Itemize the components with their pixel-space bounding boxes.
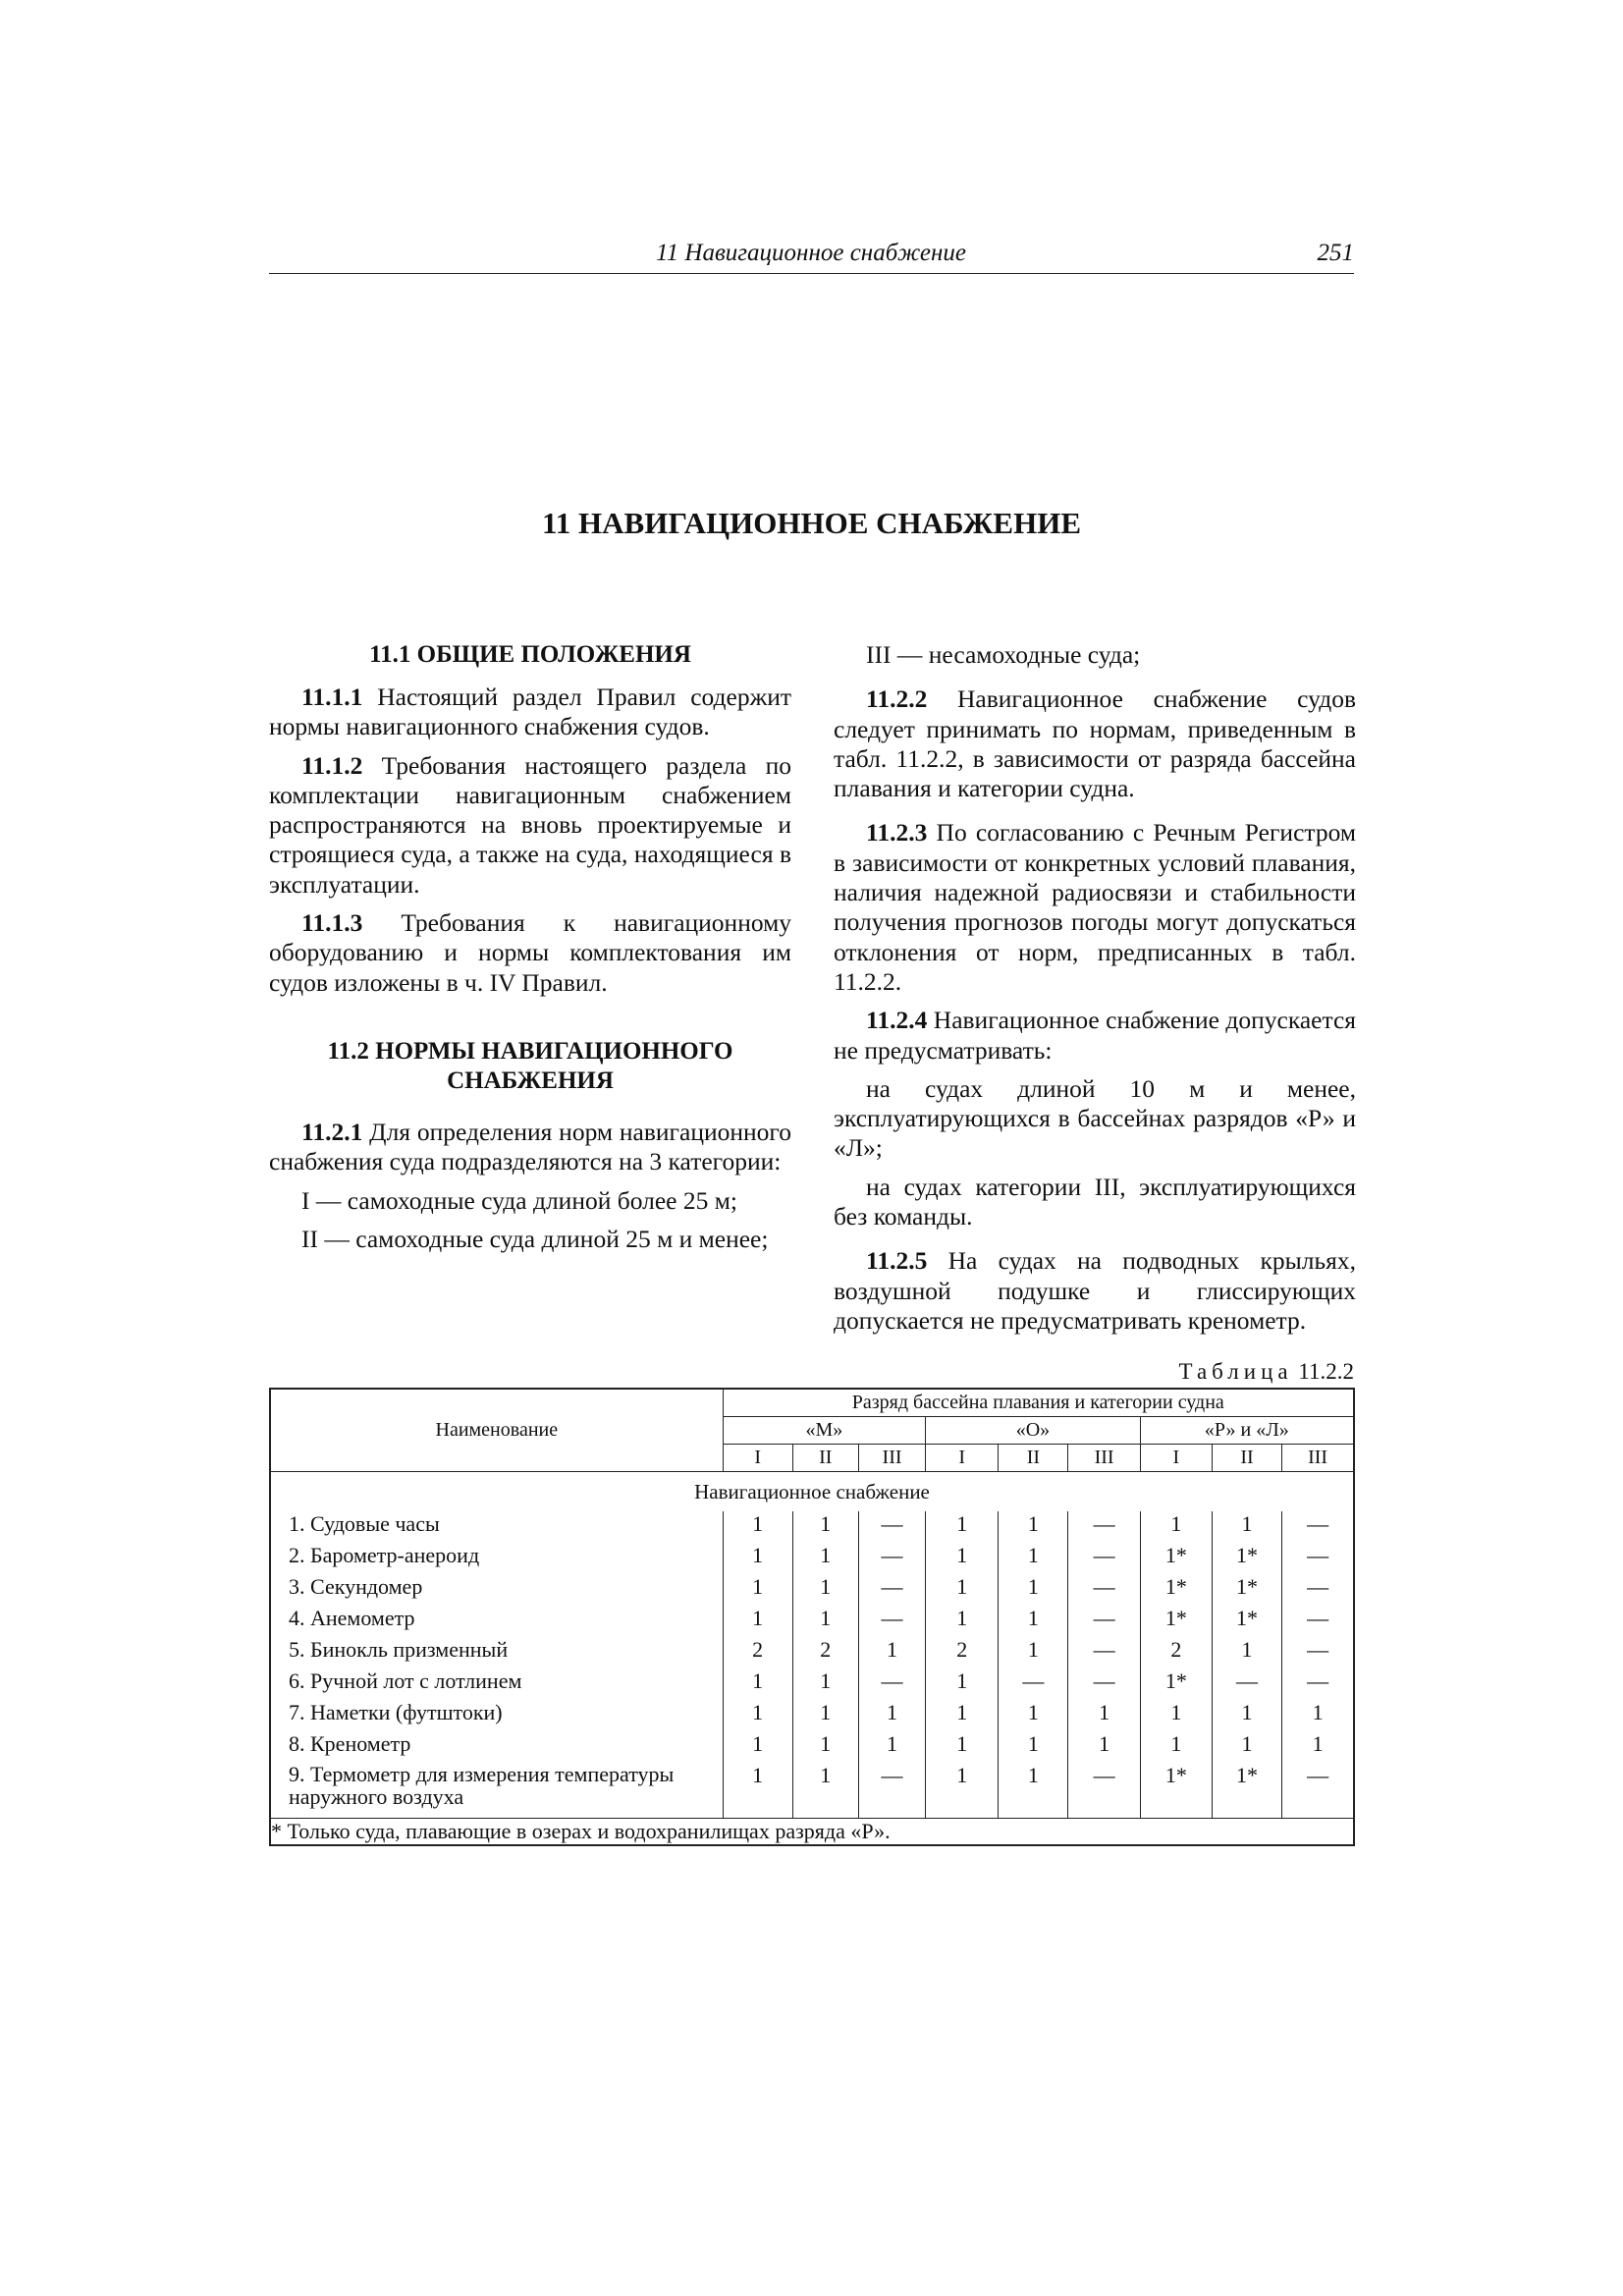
quantity-cell: — <box>1068 1606 1140 1637</box>
section-heading-11-1: 11.1 ОБЩИЕ ПОЛОЖЕНИЯ <box>369 641 691 668</box>
quantity-cell: 1 <box>858 1700 925 1731</box>
quantity-cell: — <box>1068 1574 1140 1606</box>
paragraph-11-2-4-b: на судах категории III, эксплуатирующихся без команды. <box>834 1172 1356 1231</box>
quantity-cell: 1 <box>999 1700 1068 1731</box>
header-category: II <box>999 1445 1068 1472</box>
table-row <box>270 1700 1354 1731</box>
table-row <box>270 1637 1354 1668</box>
header-category: III <box>858 1445 925 1472</box>
running-head-title: 11 Навигационное снабжение <box>656 240 966 266</box>
header-category: II <box>1212 1445 1281 1472</box>
quantity-cell: 1* <box>1212 1574 1281 1606</box>
quantity-cell: 1 <box>1140 1731 1212 1763</box>
quantity-cell: 1 <box>926 1700 999 1731</box>
quantity-cell: 1 <box>792 1574 858 1606</box>
equipment-name: 3. Секундомер <box>270 1574 723 1606</box>
equipment-name: 8. Кренометр <box>270 1731 723 1763</box>
quantity-cell: 1 <box>723 1731 792 1763</box>
header-category: I <box>1140 1445 1212 1472</box>
quantity-cell: 1 <box>792 1731 858 1763</box>
quantity-cell: 1 <box>926 1511 999 1543</box>
table-caption: Таблица 11.2.2 <box>1178 1359 1354 1384</box>
quantity-cell: 1 <box>723 1511 792 1543</box>
quantity-cell: 1 <box>1140 1511 1212 1543</box>
quantity-cell: — <box>1068 1668 1140 1700</box>
quantity-cell: 1 <box>723 1700 792 1731</box>
category-3: III — несамоходные суда; <box>866 640 1141 669</box>
quantity-cell: 1 <box>792 1700 858 1731</box>
quantity-cell: 1 <box>926 1543 999 1574</box>
table-row <box>270 1574 1354 1606</box>
quantity-cell: 2 <box>1140 1637 1212 1668</box>
header-category: III <box>1068 1445 1140 1472</box>
quantity-cell: — <box>858 1511 925 1543</box>
quantity-cell: — <box>999 1668 1068 1700</box>
quantity-cell: 1 <box>926 1763 999 1819</box>
quantity-cell: 1 <box>792 1543 858 1574</box>
equipment-name: 1. Судовые часы <box>270 1511 723 1543</box>
paragraph-11-1-3: 11.1.3 Требования к навигационному оборудованию и нормы комплектования им судов изложены в ч. IV Правил. <box>269 908 791 997</box>
quantity-cell: — <box>1282 1668 1354 1700</box>
quantity-cell: 1 <box>1068 1700 1140 1731</box>
equipment-name: 4. Анемометр <box>270 1606 723 1637</box>
header-category: III <box>1282 1445 1354 1472</box>
paragraph-11-1-2: 11.1.2 Требования настоящего раздела по комплектации навигационным снабжением распространяются на вновь проектируемые и строящиеся суда, а также на суда, находящиеся в эксплуатации. <box>269 750 791 899</box>
page-number: 251 <box>1317 240 1354 266</box>
paragraph-11-2-4-a: на судах длиной 10 м и менее, эксплуатирующихся в бассейнах разрядов «Р» и «Л»; <box>834 1073 1356 1163</box>
quantity-cell: 1 <box>926 1731 999 1763</box>
equipment-name: 9. Термометр для измерения температуры наружного воздуха <box>270 1763 723 1819</box>
quantity-cell: 1* <box>1140 1763 1212 1819</box>
quantity-cell: — <box>1282 1637 1354 1668</box>
quantity-cell: 1 <box>1212 1700 1281 1731</box>
quantity-cell: 1 <box>792 1763 858 1819</box>
chapter-title: 11 НАВИГАЦИОННОЕ СНАБЖЕНИЕ <box>541 506 1081 540</box>
paragraph-11-2-3: 11.2.3 По согласованию с Речным Регистром в зависимости от конкретных условий плавания, наличия надежной радиосвязи и стабильности получения прогнозов погоды могут допускаться отклонения от норм, предписанных в табл. 11.2.2. <box>834 818 1356 996</box>
quantity-cell: 1* <box>1140 1606 1212 1637</box>
quantity-cell: 1* <box>1140 1543 1212 1574</box>
table-row <box>270 1668 1354 1700</box>
quantity-cell: 1 <box>723 1606 792 1637</box>
quantity-cell: 1 <box>999 1606 1068 1637</box>
header-name: Наименование <box>270 1389 723 1472</box>
header-category: I <box>926 1445 999 1472</box>
paragraph-11-2-1: 11.2.1 Для определения норм навигационного снабжения суда подразделяются на 3 категории: <box>269 1117 791 1176</box>
navigation-equipment-table <box>269 1388 1355 1846</box>
quantity-cell: — <box>1212 1668 1281 1700</box>
quantity-cell: 2 <box>723 1637 792 1668</box>
category-2: II — самоходные суда длиной 25 м и менее; <box>301 1224 769 1253</box>
quantity-cell: 1 <box>1212 1511 1281 1543</box>
quantity-cell: 1* <box>1140 1668 1212 1700</box>
quantity-cell: 1 <box>999 1731 1068 1763</box>
quantity-cell: — <box>858 1763 925 1819</box>
quantity-cell: 1 <box>999 1763 1068 1819</box>
quantity-cell: 1 <box>999 1511 1068 1543</box>
quantity-cell: 1 <box>999 1543 1068 1574</box>
quantity-cell: 1 <box>858 1637 925 1668</box>
quantity-cell: 1 <box>723 1668 792 1700</box>
quantity-cell: 1* <box>1212 1606 1281 1637</box>
quantity-cell: 1 <box>723 1763 792 1819</box>
table-row <box>270 1511 1354 1543</box>
quantity-cell: 2 <box>926 1637 999 1668</box>
category-1: I — самоходные суда длиной более 25 м; <box>301 1185 737 1215</box>
equipment-name: 2. Барометр-анероид <box>270 1543 723 1574</box>
quantity-cell: 1 <box>999 1637 1068 1668</box>
table-row <box>270 1731 1354 1763</box>
quantity-cell: 1 <box>1140 1700 1212 1731</box>
quantity-cell: 1 <box>1212 1637 1281 1668</box>
paragraph-11-2-2: 11.2.2 Навигационное снабжение судов следует принимать по нормам, приведенным в табл. 11.2.2, в зависимости от разряда бассейна плавания и категории судна. <box>834 684 1356 803</box>
header-category: II <box>792 1445 858 1472</box>
quantity-cell: — <box>1068 1543 1140 1574</box>
equipment-name: 5. Бинокль призменный <box>270 1637 723 1668</box>
quantity-cell: — <box>1282 1543 1354 1574</box>
quantity-cell: 1 <box>792 1668 858 1700</box>
quantity-cell: 2 <box>792 1637 858 1668</box>
left-column <box>269 640 791 1254</box>
running-head <box>269 238 1354 274</box>
quantity-cell: — <box>858 1574 925 1606</box>
quantity-cell: 1 <box>926 1606 999 1637</box>
section-heading-11-2: 11.2 НОРМЫ НАВИГАЦИОННОГО СНАБЖЕНИЯ <box>327 1037 733 1094</box>
quantity-cell: 1 <box>1282 1731 1354 1763</box>
quantity-cell: — <box>1282 1606 1354 1637</box>
quantity-cell: — <box>1068 1763 1140 1819</box>
quantity-cell: — <box>1282 1574 1354 1606</box>
quantity-cell: 1 <box>792 1511 858 1543</box>
quantity-cell: 1 <box>999 1574 1068 1606</box>
quantity-cell: — <box>1068 1637 1140 1668</box>
table-row <box>270 1543 1354 1574</box>
paragraph-11-2-4: 11.2.4 Навигационное снабжение допускается не предусматривать: <box>834 1006 1356 1065</box>
paragraph-11-1-1: 11.1.1 Настоящий раздел Правил содержит нормы навигационного снабжения судов. <box>269 683 791 741</box>
quantity-cell: — <box>858 1543 925 1574</box>
equipment-name: 7. Наметки (футштоки) <box>270 1700 723 1731</box>
quantity-cell: 1 <box>792 1606 858 1637</box>
quantity-cell: 1* <box>1140 1574 1212 1606</box>
table-footnote: * Только суда, плавающие в озерах и водохранилищах разряда «Р». <box>270 1819 1354 1846</box>
quantity-cell: 1 <box>926 1668 999 1700</box>
table-row <box>270 1606 1354 1637</box>
quantity-cell: 1* <box>1212 1763 1281 1819</box>
quantity-cell: — <box>858 1668 925 1700</box>
header-basin: «О» <box>926 1417 1141 1445</box>
right-column <box>834 640 1356 1336</box>
quantity-cell: 1 <box>723 1543 792 1574</box>
quantity-cell: — <box>1282 1763 1354 1819</box>
quantity-cell: 1* <box>1212 1543 1281 1574</box>
quantity-cell: 1 <box>926 1574 999 1606</box>
quantity-cell: 1 <box>723 1574 792 1606</box>
quantity-cell: 1 <box>1068 1731 1140 1763</box>
header-group: Разряд бассейна плавания и категории судна <box>723 1389 1354 1417</box>
quantity-cell: 1 <box>1212 1731 1281 1763</box>
equipment-name: 6. Ручной лот с лотлинем <box>270 1668 723 1700</box>
table-body <box>270 1472 1354 1819</box>
quantity-cell: 1 <box>1282 1700 1354 1731</box>
table-row <box>270 1763 1354 1819</box>
header-basin: «М» <box>723 1417 926 1445</box>
table-section-title: Навигационное снабжение <box>270 1472 1354 1512</box>
quantity-cell: — <box>858 1606 925 1637</box>
paragraph-11-2-5: 11.2.5 На судах на подводных крыльях, воздушной подушке и глиссирующих допускается не предусматривать кренометр. <box>834 1246 1356 1335</box>
quantity-cell: — <box>1282 1511 1354 1543</box>
header-category: I <box>723 1445 792 1472</box>
quantity-cell: 1 <box>858 1731 925 1763</box>
header-basin: «Р» и «Л» <box>1140 1417 1354 1445</box>
quantity-cell: — <box>1068 1511 1140 1543</box>
